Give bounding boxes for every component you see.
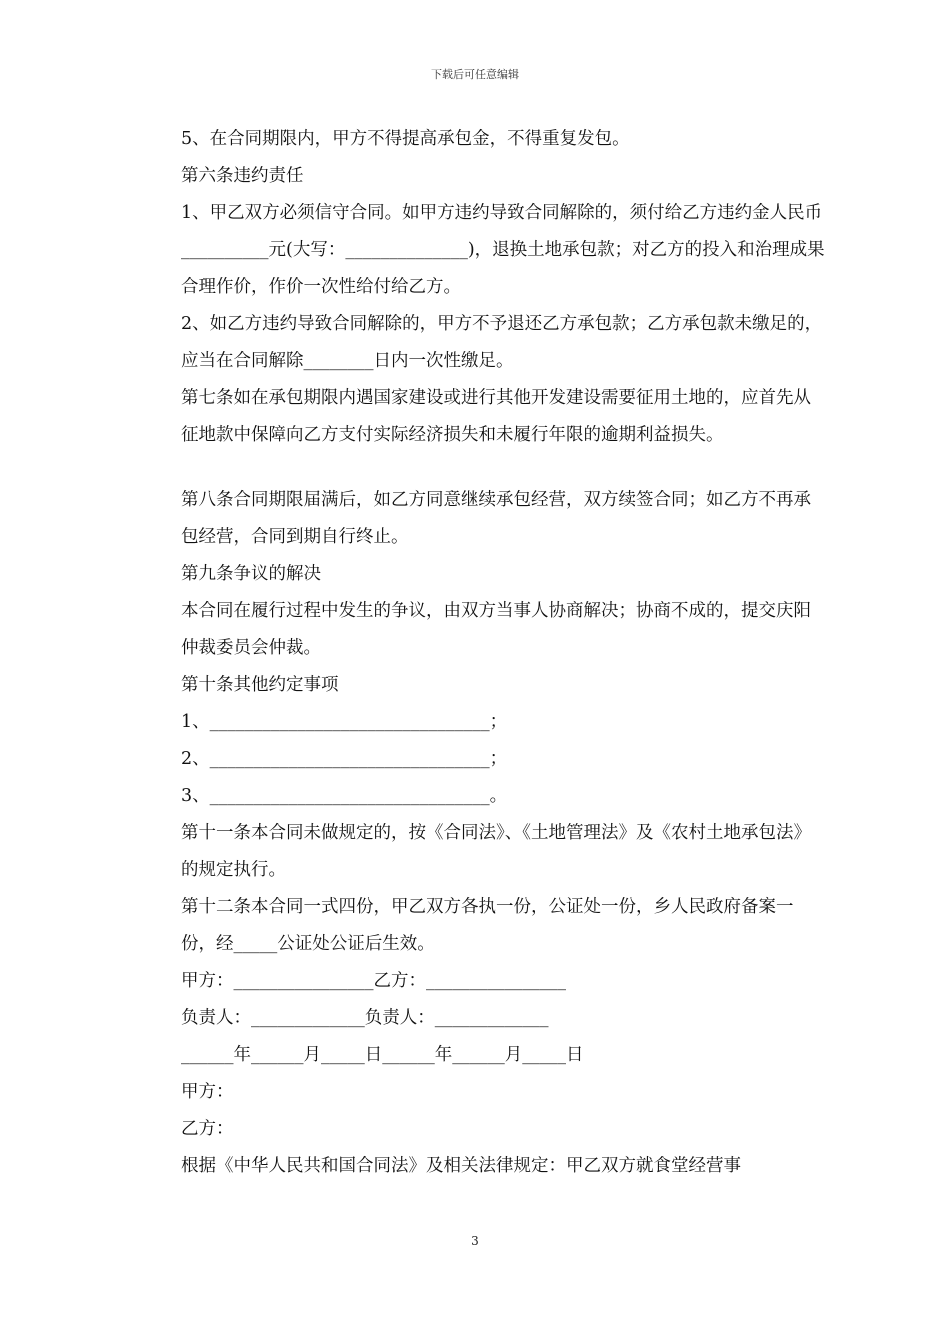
section-heading: 第九条争议的解决 — [181, 564, 321, 584]
signature-line: 负责人：_____________负责人：_____________ — [181, 1008, 549, 1028]
clause-paragraph: 1、甲乙双方必须信守合同。如甲方违约导致合同解除的，须付给乙方违约金人民币__________元(大写：______________)，退换土地承包款；对乙方的投入和治理成果合理作价，作价一次性给付给乙方。 — [181, 203, 825, 297]
clause-paragraph: 第十一条本合同未做规定的，按《合同法》、《土地管理法》及《农村土地承包法》的规定执行。 — [181, 823, 811, 880]
clause-paragraph: 第七条如在承包期限内遇国家建设或进行其他开发建设需要征用土地的，应首先从征地款中保障向乙方支付实际经济损失和未履行年限的逾期利益损失。 — [181, 388, 811, 445]
party-label: 甲方： — [181, 1082, 234, 1102]
date-line: ______年______月_____日______年______月_____日 — [181, 1045, 584, 1065]
section-heading: 第六条违约责任 — [181, 166, 304, 186]
page-number: 3 — [471, 1234, 479, 1248]
clause-paragraph: 第八条合同期限届满后，如乙方同意继续承包经营，双方续签合同；如乙方不再承包经营，合同到期自行终止。 — [181, 490, 811, 547]
blank-item: 3、________________________________。 — [181, 786, 508, 806]
party-label: 乙方： — [181, 1119, 234, 1139]
blank-item: 2、________________________________； — [181, 749, 508, 769]
clause-paragraph: 根据《中华人民共和国合同法》及相关法律规定：甲乙双方就食堂经营事 — [181, 1156, 741, 1176]
clause-paragraph: 第十二条本合同一式四份，甲乙双方各执一份，公证处一份，乡人民政府备案一份，经_____公证处公证后生效。 — [181, 897, 794, 954]
page-header: 下载后可任意编辑 — [431, 68, 519, 81]
signature-line: 甲方：________________乙方：________________ — [181, 971, 566, 991]
clause-paragraph: 2、如乙方违约导致合同解除的，甲方不予退还乙方承包款；乙方承包款未缴足的，应当在合同解除________日内一次性缴足。 — [181, 314, 823, 371]
section-heading: 第十条其他约定事项 — [181, 675, 339, 695]
clause-paragraph: 本合同在履行过程中发生的争议，由双方当事人协商解决；协商不成的，提交庆阳仲裁委员会仲裁。 — [181, 601, 811, 658]
blank-item: 1、________________________________； — [181, 712, 508, 732]
paragraph-gap — [145, 454, 825, 482]
clause-paragraph: 5、在合同期限内，甲方不得提高承包金，不得重复发包。 — [181, 129, 630, 149]
document-body — [145, 121, 825, 1185]
